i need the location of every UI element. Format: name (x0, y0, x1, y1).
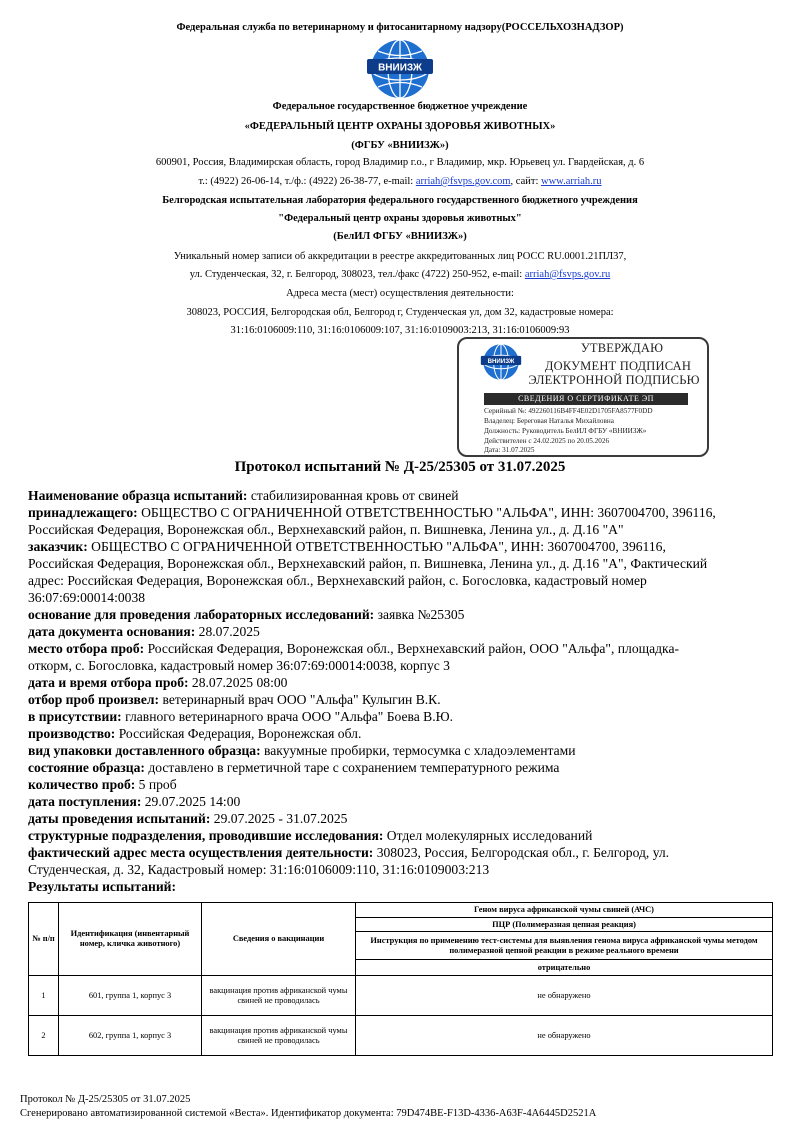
row-result: не обнаружено (356, 1016, 773, 1056)
lab-contacts-prefix: ул. Студенческая, 32, г. Белгород, 308023, тел./факс (4722) 250-952, e-mail: (189, 269, 525, 280)
field-condition: состояние образца: доставлено в герметичной таре с сохранением температурного режима (28, 760, 560, 775)
field-customer-cont1: Российская Федерация, Воронежская обл., Верхнехавский район, п. Вишневка, Ленина ул., д. Д.16 "А", Фактический (28, 556, 708, 571)
stamp-approve: УТВЕРЖДАЮ (580, 341, 664, 355)
field-sampler: отбор проб произвел: ветеринарный врач ООО "Альфа" Кулыгин В.К. (28, 692, 441, 707)
cadastral-numbers: 31:16:0106009:110, 31:16:0106009:107, 31:16:0109003:213, 31:16:0106009:93 (230, 325, 570, 336)
results-table (28, 902, 773, 1056)
field-customer-cont3: 36:07:69:00014:0038 (28, 590, 146, 605)
agency-name: Федеральная служба по ветеринарному и фитосанитарному надзору(РОССЕЛЬХОЗНАДЗОР) (176, 22, 624, 33)
field-sample: Наименование образца испытаний: стабилизированная кровь от свиней (28, 488, 459, 503)
e-signature-stamp (457, 337, 709, 457)
field-place-cont: откорм, с. Богословка, кадастровый номер 36:07:69:00014:0038, корпус 3 (28, 658, 450, 673)
field-package: вид упаковки доставленного образца: вакуумные пробирки, термосумка с хладоэлементами (28, 743, 576, 758)
stamp-position: Должность: Руководитель БелИЛ ФГБУ «ВНИИЗЖ» (484, 427, 647, 435)
lab-center: "Федеральный центр охраны здоровья животных" (278, 213, 522, 224)
vniizh-logo (364, 38, 436, 100)
field-customer: заказчик: ОБЩЕСТВО С ОГРАНИЧЕННОЙ ОТВЕТСТВЕННОСТЬЮ "АЛЬФА", ИНН: 3607004700, 396116, (28, 539, 666, 554)
org-abbr: (ФГБУ «ВНИИЗЖ») (351, 140, 449, 151)
activity-addr-label: Адреса места (мест) осуществления деятельности: (286, 288, 514, 299)
col-header-instruction: Инструкция по применению тест-системы для выявления генома вируса африканской чумы методом полимеразной цепной реакции в режиме реального времени (356, 932, 773, 960)
lab-email-link[interactable]: arriah@fsvps.gov.ru (524, 269, 611, 280)
table-row (29, 1016, 773, 1056)
row-vaccination: вакцинация против африканской чумы свиней не проводилась (202, 976, 356, 1016)
field-customer-cont2: адрес: Российская Федерация, Воронежская обл., Верхнехавский район, с. Богословка, кадастровый номер (28, 573, 647, 588)
row-num: 2 (29, 1016, 59, 1056)
row-id: 601, группа 1, корпус 3 (59, 976, 202, 1016)
lab-contacts (0, 269, 800, 280)
col-header-num: № п/п (29, 903, 59, 976)
field-production: производство: Российская Федерация, Воронежская обл. (28, 726, 362, 741)
col-header-vaccination: Сведения о вакцинации (202, 903, 356, 976)
field-test-dates: даты проведения испытаний: 29.07.2025 - 31.07.2025 (28, 811, 348, 826)
row-vaccination: вакцинация против африканской чумы свиней не проводилась (202, 1016, 356, 1056)
field-actual-address: фактический адрес места осуществления деятельности: 308023, Россия, Белгородская обл., г. Белгород, ул. (28, 845, 670, 860)
stamp-logo (479, 343, 523, 381)
footer-generated: Сгенерировано автоматизированной системой «Веста». Идентификатор документа: 79D474BE-F13D-4336-A63F-4A6445D2521A (20, 1108, 597, 1119)
field-place: место отбора проб: Российская Федерация, Воронежская обл., Верхнехавский район, ООО "Альфа", площадка- (28, 641, 680, 656)
stamp-serial: Серийный №: 492260116B4FF4E02D1705FA8577F0DD (484, 407, 653, 415)
activity-addr: 308023, РОССИЯ, Белгородская обл, Белгород г, Студенческая ул, дом 32, кадастровые номера: (186, 307, 614, 318)
protocol-title: Протокол испытаний № Д-25/25305 от 31.07.2025 (234, 459, 566, 475)
lab-abbr: (БелИЛ ФГБУ «ВНИИЗЖ») (333, 231, 467, 242)
field-owner: принадлежащего: ОБЩЕСТВО С ОГРАНИЧЕННОЙ ОТВЕТСТВЕННОСТЬЮ "АЛЬФА", ИНН: 3607004700, 396116, (28, 505, 716, 520)
org-type: Федеральное государственное бюджетное учреждение (272, 101, 528, 112)
site-link[interactable]: www.arriah.ru (541, 176, 602, 187)
row-num: 1 (29, 976, 59, 1016)
contacts-mid: , сайт: (510, 176, 541, 187)
accreditation: Уникальный номер записи об аккредитации в реестре аккредитованных лиц РОСС RU.0001.21ПЛ37, (173, 251, 627, 262)
field-actual-address-cont: Студенческая, д. 32, Кадастровый номер: 31:16:0106009:110, 31:16:0109003:213 (28, 862, 490, 877)
field-basis: основание для проведения лабораторных исследований: заявка №25305 (28, 607, 465, 622)
stamp-owner: Владелец: Береговая Наталья Михайловна (484, 417, 614, 425)
logo-text: ВНИИЗЖ (378, 62, 422, 74)
lab-type: Белгородская испытательная лаборатория федерального государственного бюджетного учреждения (162, 195, 638, 206)
org-address: 600901, Россия, Владимирская область, город Владимир г.о., г Владимир, мкр. Юрьевец ул. Гвардейская, д. 6 (155, 157, 645, 168)
stamp-cert-bar: СВЕДЕНИЯ О СЕРТИФИКАТЕ ЭП (484, 393, 688, 405)
row-result: не обнаружено (356, 976, 773, 1016)
field-sampling-datetime: дата и время отбора проб: 28.07.2025 08:00 (28, 675, 288, 690)
stamp-signed-line1: ДОКУМЕНТ ПОДПИСАН (544, 359, 692, 373)
footer-protocol: Протокол № Д-25/25305 от 31.07.2025 (20, 1094, 191, 1105)
row-id: 602, группа 1, корпус 3 (59, 1016, 202, 1056)
col-header-id: Идентификация (инвентарный номер, кличка животного) (59, 903, 202, 976)
stamp-date: Дата: 31.07.2025 (484, 446, 535, 454)
col-header-method: ПЦР (Полимеразная цепная реакция) (356, 918, 773, 932)
contacts-prefix: т.: (4922) 26-06-14, т./ф.: (4922) 26-38-77, e-mail: (198, 176, 416, 187)
results-heading: Результаты испытаний: (28, 879, 177, 894)
field-units: структурные подразделения, проводившие исследования: Отдел молекулярных исследований (28, 828, 593, 843)
field-quantity: количество проб: 5 проб (28, 777, 177, 792)
org-name: «ФЕДЕРАЛЬНЫЙ ЦЕНТР ОХРАНЫ ЗДОРОВЬЯ ЖИВОТНЫХ» (244, 121, 556, 132)
org-contacts (0, 176, 800, 187)
table-row (29, 976, 773, 1016)
field-owner-cont: Российская Федерация, Воронежская обл., Верхнехавский район, п. Вишневка, Ленина ул., д. Д.16 "А" (28, 522, 624, 537)
email-link[interactable]: arriah@fsvps.gov.com (415, 176, 511, 187)
stamp-valid: Действителен с 24.02.2025 по 20.05.2026 (484, 437, 610, 445)
field-received: дата поступления: 29.07.2025 14:00 (28, 794, 241, 809)
stamp-logo-text: ВНИИЗЖ (487, 357, 515, 365)
col-header-norm: отрицательно (356, 960, 773, 976)
col-header-genome: Геном вируса африканской чумы свиней (АЧС) (356, 903, 773, 918)
stamp-signed-line2: ЭЛЕКТРОННОЙ ПОДПИСЬЮ (528, 373, 700, 387)
field-basis-date: дата документа основания: 28.07.2025 (28, 624, 260, 639)
field-presence: в присутствии: главного ветеринарного врача ООО "Альфа" Боева В.Ю. (28, 709, 454, 724)
